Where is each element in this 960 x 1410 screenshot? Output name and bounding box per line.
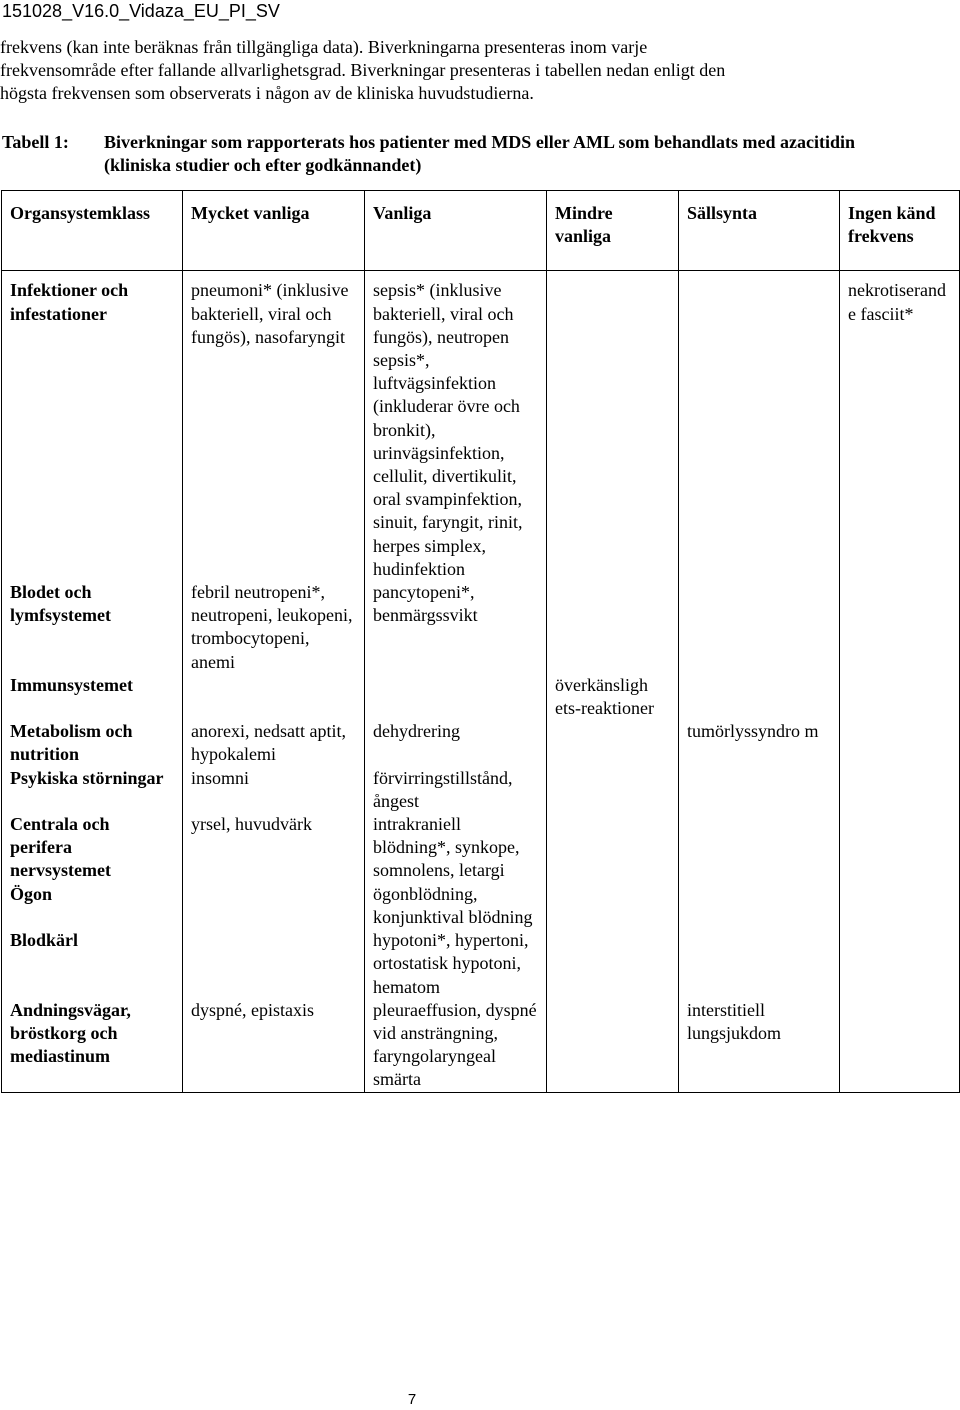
rare-cell	[679, 813, 840, 883]
very-common-cell: anorexi, nedsatt aptit, hypokalemi	[183, 720, 365, 766]
unknown-cell	[840, 720, 960, 766]
intro-line: högsta frekvensen som observerats i någon av de kliniska huvudstudierna.	[0, 83, 534, 103]
unknown-cell: nekrotiserande fasciit*	[840, 279, 960, 581]
organ-class-cell: Blodet och lymfsystemet	[2, 581, 183, 674]
common-cell: förvirringstillstånd, ångest	[365, 767, 547, 813]
intro-line: frekvensområde efter fallande allvarlighetsgrad. Biverkningar presenteras i tabellen nedan enligt den	[0, 60, 726, 80]
rare-cell	[679, 929, 840, 999]
table-row	[2, 999, 960, 1092]
table-row	[2, 674, 960, 720]
page-number: 7	[407, 1391, 417, 1408]
organ-class-cell: Andningsvägar, bröstkorg och mediastinum	[2, 999, 183, 1092]
rare-cell	[679, 767, 840, 813]
unknown-cell	[840, 929, 960, 999]
unknown-cell	[840, 883, 960, 929]
organ-class-cell: Immunsystemet	[2, 674, 183, 720]
organ-class-cell: Metabolism och nutrition	[2, 720, 183, 766]
rare-cell	[679, 279, 840, 581]
unknown-cell	[840, 813, 960, 883]
uncommon-cell: överkänsligh ets-reaktioner	[547, 674, 679, 720]
very-common-cell: insomni	[183, 767, 365, 813]
header-organ-class: Organsystemklass	[2, 191, 183, 271]
unknown-cell	[840, 999, 960, 1092]
unknown-cell	[840, 581, 960, 674]
header-uncommon: Mindre vanliga	[547, 191, 679, 271]
uncommon-cell	[547, 720, 679, 766]
very-common-cell: febril neutropeni*, neutropeni, leukopeni, trombocytopeni, anemi	[183, 581, 365, 674]
table-row	[2, 720, 960, 766]
very-common-cell	[183, 674, 365, 720]
adverse-reactions-table	[1, 190, 960, 1093]
table-caption-text: Biverkningar som rapporterats hos patienter med MDS eller AML som behandlats med azacitidin (kliniska studier och efter godkännandet)	[104, 132, 855, 175]
organ-class-cell: Psykiska störningar	[2, 767, 183, 813]
uncommon-cell	[547, 279, 679, 581]
common-cell: intrakraniell blödning*, synkope, somnolens, letargi	[365, 813, 547, 883]
uncommon-cell	[547, 767, 679, 813]
unknown-cell	[840, 767, 960, 813]
header-unknown: Ingen känd frekvens	[840, 191, 960, 271]
organ-class-cell: Infektioner och infestationer	[2, 279, 183, 581]
unknown-cell	[840, 674, 960, 720]
common-cell: pleuraeffusion, dyspné vid ansträngning, faryngolaryngeal smärta	[365, 999, 547, 1092]
very-common-cell	[183, 883, 365, 929]
very-common-cell: dyspné, epistaxis	[183, 999, 365, 1092]
table-row	[2, 279, 960, 581]
rare-cell	[679, 674, 840, 720]
document-id: 151028_V16.0_Vidaza_EU_PI_SV	[2, 1, 280, 21]
uncommon-cell	[547, 929, 679, 999]
uncommon-cell	[547, 813, 679, 883]
uncommon-cell	[547, 581, 679, 674]
rare-cell: interstitiell lungsjukdom	[679, 999, 840, 1092]
common-cell: ögonblödning, konjunktival blödning	[365, 883, 547, 929]
uncommon-cell	[547, 999, 679, 1092]
very-common-cell: pneumoni* (inklusive bakteriell, viral och fungös), nasofaryngit	[183, 279, 365, 581]
table-row	[2, 813, 960, 883]
header-common: Vanliga	[365, 191, 547, 271]
very-common-cell: yrsel, huvudvärk	[183, 813, 365, 883]
uncommon-cell	[547, 883, 679, 929]
common-cell: dehydrering	[365, 720, 547, 766]
table-row	[2, 581, 960, 674]
header-rare: Sällsynta	[679, 191, 840, 271]
intro-line: frekvens (kan inte beräknas från tillgängliga data). Biverkningarna presenteras inom varje	[0, 37, 648, 57]
table-row	[2, 767, 960, 813]
common-cell: pancytopeni*, benmärgssvikt	[365, 581, 547, 674]
table-row	[2, 883, 960, 929]
organ-class-cell: Ögon	[2, 883, 183, 929]
table-header-row	[2, 191, 960, 271]
table-caption-label: Tabell 1:	[2, 132, 69, 152]
common-cell: hypotoni*, hypertoni, ortostatisk hypotoni, hematom	[365, 929, 547, 999]
rare-cell: tumörlyssyndro m	[679, 720, 840, 766]
rare-cell	[679, 883, 840, 929]
very-common-cell	[183, 929, 365, 999]
organ-class-cell: Centrala och perifera nervsystemet	[2, 813, 183, 883]
common-cell	[365, 674, 547, 720]
organ-class-cell: Blodkärl	[2, 929, 183, 999]
rare-cell	[679, 581, 840, 674]
header-very-common: Mycket vanliga	[183, 191, 365, 271]
table-row	[2, 929, 960, 999]
common-cell: sepsis* (inklusive bakteriell, viral och fungös), neutropen sepsis*, luftvägsinfektion (inkluderar övre och bronkit), urinvägsinfektion, cellulit, divertikulit, oral svampinfektion, sinuit, faryngit, rinit, herpes simplex, hudinfektion	[365, 279, 547, 581]
intro-paragraph	[0, 36, 940, 105]
